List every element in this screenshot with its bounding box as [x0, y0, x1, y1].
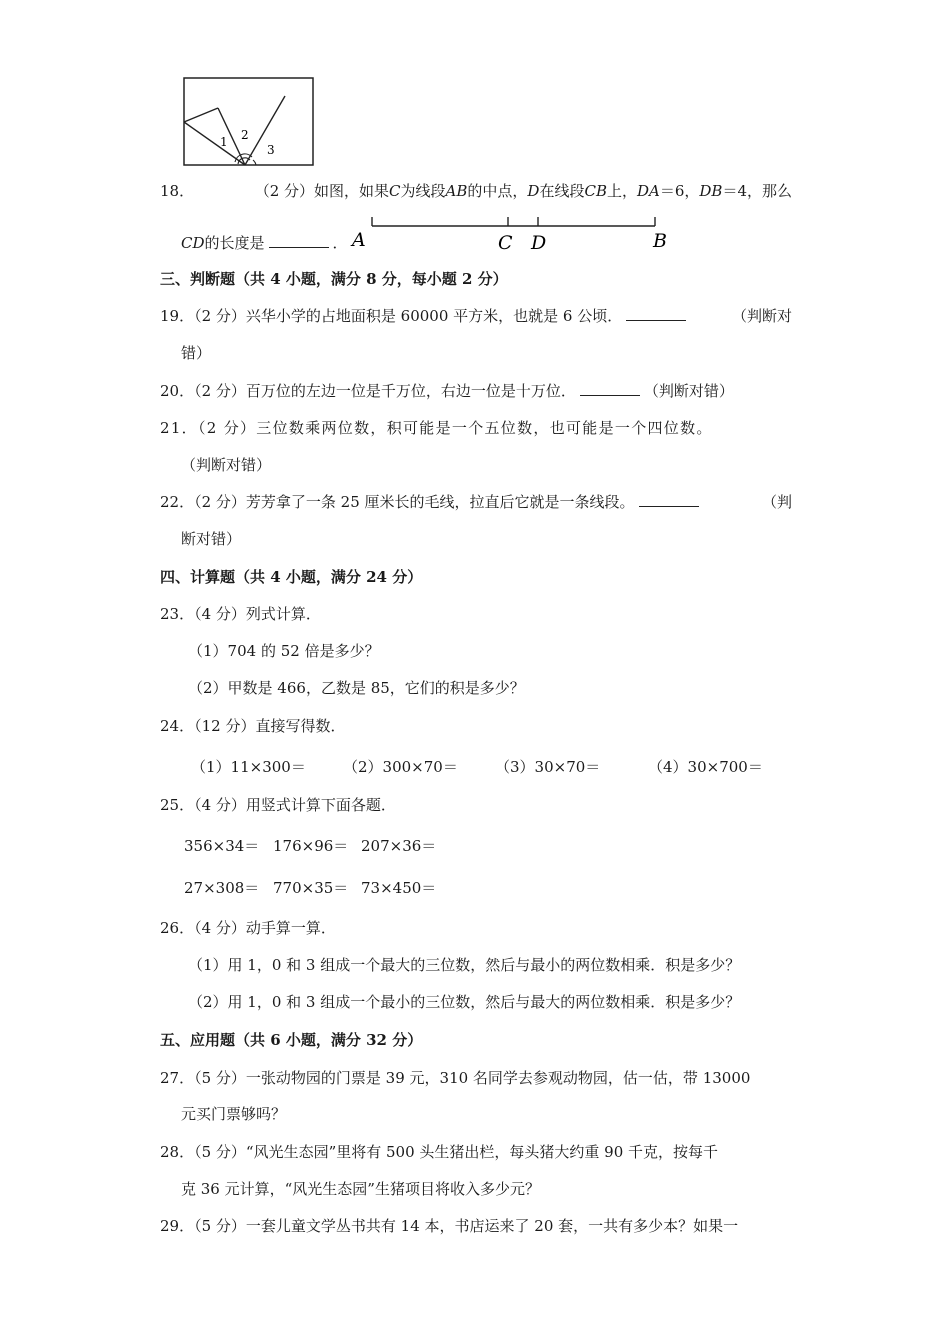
answer-blank[interactable] [639, 505, 699, 507]
section-3-heading: 三、判断题（共 4 小题，满分 8 分，每小题 2 分） [160, 270, 508, 288]
question-25-item: 27×308＝ [184, 879, 260, 897]
question-26-sub2: （2）用 1，0 和 3 组成一个最小的三位数，然后与最大的两位数相乘．积是多少？ [188, 993, 741, 1011]
point-b-label: B [653, 230, 667, 252]
question-25-item: 176×96＝ [273, 837, 349, 855]
section-5-heading: 五、应用题（共 6 小题，满分 32 分） [160, 1031, 423, 1049]
question-22-line2: 断对错） [181, 530, 242, 548]
question-18-line2: CD的长度是 ． [181, 234, 348, 252]
point-c-label: C [498, 232, 513, 254]
angle-label-2: 2 [241, 128, 249, 142]
question-24-item-2: （2）300×70＝ [343, 758, 458, 776]
section-4-heading: 四、计算题（共 4 小题，满分 24 分） [160, 568, 423, 586]
question-23-sub1: （1）704 的 52 倍是多少？ [188, 642, 380, 660]
question-23-sub2: （2）甲数是 466，乙数是 85，它们的积是多少？ [188, 679, 525, 697]
question-25: 25．（4 分）用竖式计算下面各题． [160, 796, 396, 814]
question-24-item-1: （1）11×300＝ [191, 758, 306, 776]
answer-blank[interactable] [580, 394, 640, 396]
q18-number: 18． [160, 182, 195, 200]
question-29-line1: 29．（5 分）一套儿童文学丛书共有 14 本，书店运来了 20 套，一共有多少本？如果一 [160, 1217, 739, 1235]
question-23: 23．（4 分）列式计算． [160, 605, 321, 623]
question-21-line2: （判断对错） [181, 456, 272, 474]
question-27-line2: 元买门票够吗？ [181, 1105, 287, 1123]
point-a-label: A [352, 229, 366, 251]
question-22-line1: 22．（2 分）芳芳拿了一条 25 厘米长的毛线，拉直后它就是一条线段。 （判 [160, 493, 792, 511]
question-24-item-3: （3）30×70＝ [495, 758, 601, 776]
question-21-line1: 21．（2 分）三位数乘两位数，积可能是一个五位数，也可能是一个四位数。 [160, 419, 713, 437]
question-25-item: 207×36＝ [361, 837, 437, 855]
question-28-line1: 28．（5 分）“风光生态园”里将有 500 头生猪出栏，每头猪大约重 90 千克，按每千 [160, 1143, 719, 1161]
question-24: 24．（12 分）直接写得数． [160, 717, 346, 735]
answer-blank[interactable] [269, 246, 329, 248]
question-28-line2: 克 36 元计算，“风光生态园”生猪项目将收入多少元？ [181, 1180, 540, 1198]
question-25-item: 356×34＝ [184, 837, 260, 855]
question-19-line1: 19．（2 分）兴华小学的占地面积是 60000 平方米，也就是 6 公顷． （判断对 [160, 307, 792, 325]
question-20: 20．（2 分）百万位的左边一位是千万位，右边一位是十万位． （判断对错） [160, 382, 734, 400]
segment-figure [350, 212, 680, 254]
angle-figure [180, 74, 320, 170]
question-26: 26．（4 分）动手算一算． [160, 919, 336, 937]
point-d-label: D [531, 232, 547, 254]
question-27-line1: 27．（5 分）一张动物园的门票是 39 元，310 名同学去参观动物园，估一估，带 13000 [160, 1069, 751, 1087]
question-25-item: 73×450＝ [361, 879, 437, 897]
answer-blank[interactable] [626, 319, 686, 321]
question-18-line1: 18． （2 分）如图，如果C为线段AB的中点，D在线段CB上，DA＝6，DB＝4，那么 [160, 182, 792, 200]
question-19-line2: 错） [181, 344, 212, 362]
angle-label-3: 3 [267, 143, 275, 157]
question-24-item-4: （4）30×700＝ [648, 758, 763, 776]
angle-label-1: 1 [220, 135, 228, 149]
question-25-item: 770×35＝ [273, 879, 349, 897]
question-26-sub1: （1）用 1，0 和 3 组成一个最大的三位数，然后与最小的两位数相乘．积是多少？ [188, 956, 741, 974]
